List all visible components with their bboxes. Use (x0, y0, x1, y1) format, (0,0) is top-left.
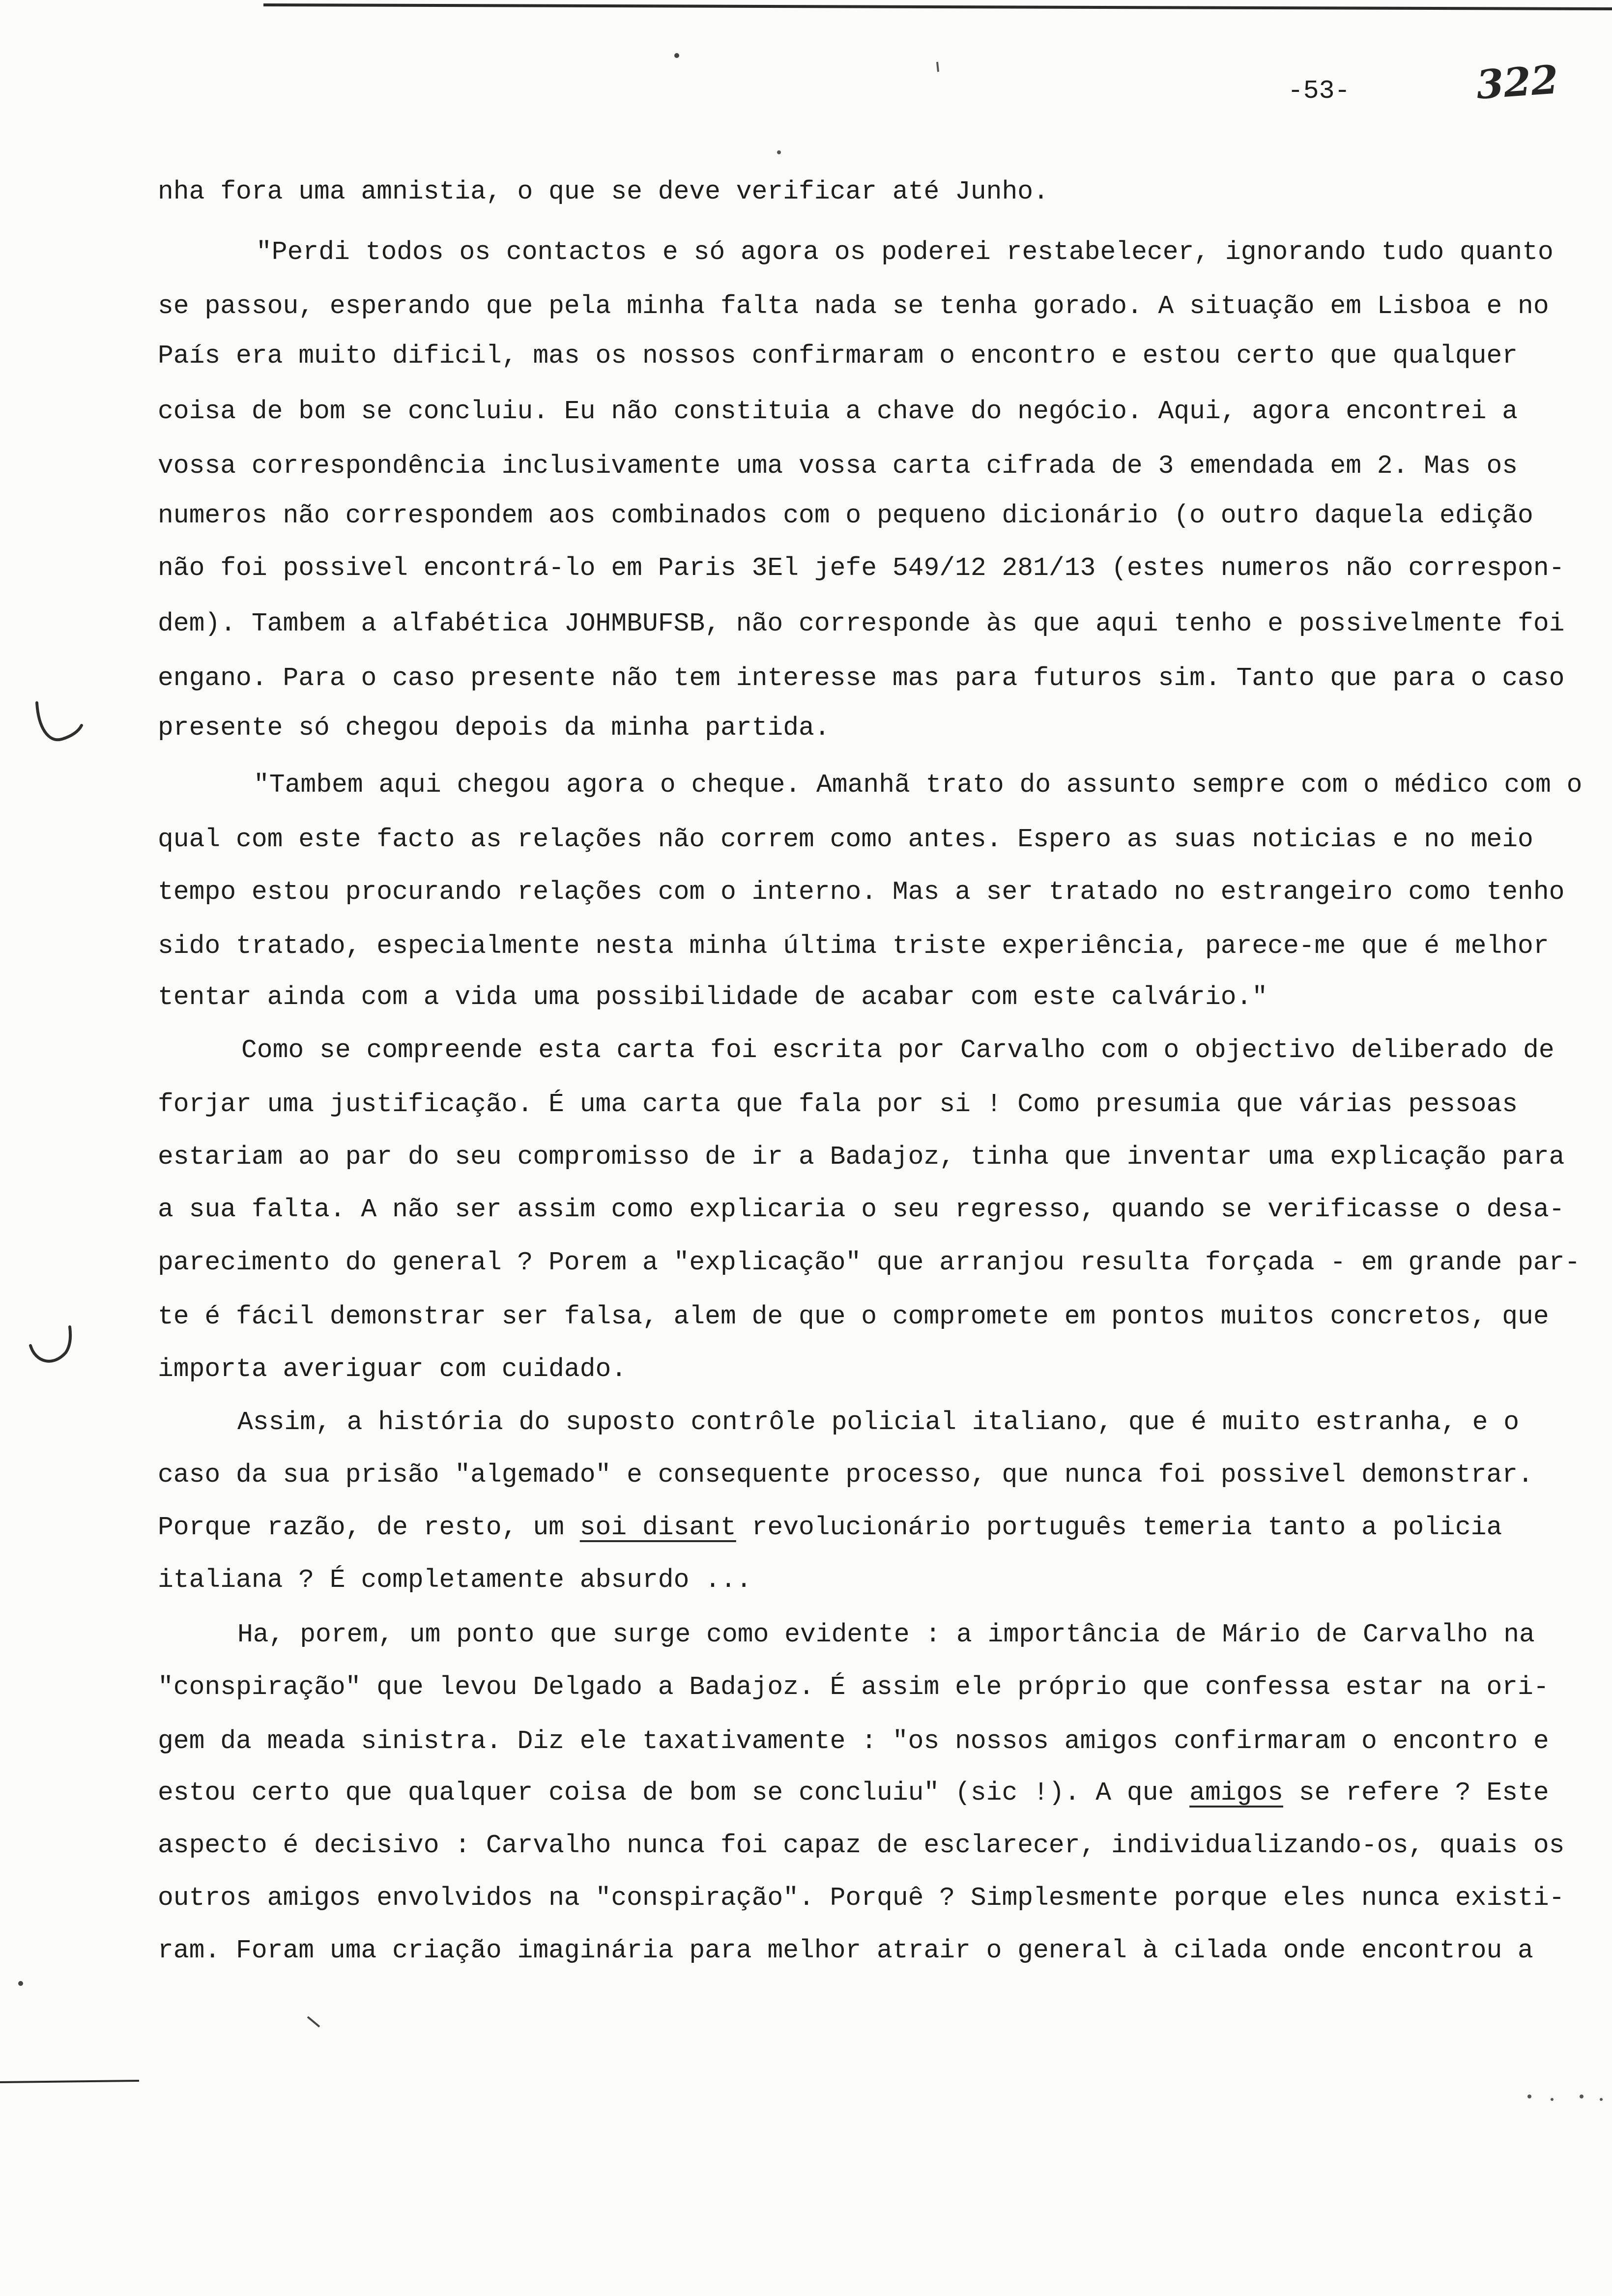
text-line: italiana ? É completamente absurdo ... (158, 1565, 752, 1595)
underlined-phrase: amigos (1189, 1778, 1283, 1808)
text-segment: Porque razão, de resto, um (158, 1513, 580, 1542)
text-line: vossa correspondência inclusivamente uma vossa carta cifrada de 3 emendada em 2. Mas os (158, 451, 1518, 481)
text-segment: revolucionário português temeria tanto a policia (736, 1513, 1502, 1542)
speck (1580, 2095, 1583, 2098)
text-line: "conspiração" que levou Delgado a Badajoz. É assim ele próprio que confessa estar na ori- (158, 1672, 1549, 1702)
text-line: aspecto é decisivo : Carvalho nunca foi capaz de esclarecer, individualizando-os, quais os (158, 1831, 1565, 1860)
text-line: dem). Tambem a alfabética JOHMBUFSB, não corresponde às que aqui tenho e possivelmente foi (158, 609, 1565, 638)
handwritten-folio-number: 322 (1474, 56, 1560, 108)
text-line: se passou, esperando que pela minha falta nada se tenha gorado. A situação em Lisboa e no (158, 291, 1549, 321)
text-line: País era muito dificil, mas os nossos confirmaram o encontro e estou certo que qualquer (158, 341, 1518, 371)
text-line: Ha, porem, um ponto que surge como evidente : a importância de Mário de Carvalho na (237, 1620, 1535, 1649)
text-line: importa averiguar com cuidado. (158, 1354, 627, 1384)
speck (777, 150, 781, 154)
text-line: forjar uma justificação. É uma carta que fala por si ! Como presumia que várias pessoas (158, 1090, 1518, 1119)
text-line: sido tratado, especialmente nesta minha última triste experiência, parece-me que é melhor (158, 931, 1549, 961)
text-line: numeros não correspondem aos combinados com o pequeno dicionário (o outro daquela edição (158, 501, 1533, 530)
text-line: coisa de bom se concluiu. Eu não constituia a chave do negócio. Aqui, agora encontrei a (158, 397, 1518, 426)
text-line: tentar ainda com a vida uma possibilidade de acabar com este calvário." (158, 982, 1268, 1012)
text-line: "Tambem aqui chegou agora o cheque. Amanhã trato do assunto sempre com o médico com o (254, 770, 1583, 800)
text-line: Como se compreende esta carta foi escrita por Carvalho com o objectivo deliberado de (241, 1035, 1554, 1065)
text-line: parecimento do general ? Porem a "explicação" que arranjou resulta forçada - em grande par- (158, 1248, 1581, 1277)
text-line (158, 1513, 1502, 1542)
pen-tick (937, 62, 938, 72)
text-segment: estou certo que qualquer coisa de bom se concluiu" (sic !). A que (158, 1778, 1190, 1808)
text-line: Assim, a história do suposto contrôle policial italiano, que é muito estranha, e o (237, 1407, 1520, 1437)
text-line: nha fora uma amnistia, o que se deve verificar até Junho. (158, 177, 1049, 206)
speck (1600, 2098, 1603, 2101)
text-line: ram. Foram uma criação imaginária para melhor atrair o general à cilada onde encontrou a (158, 1936, 1533, 1965)
text-line: presente só chegou depois da minha partida. (158, 713, 830, 743)
text-line: gem da meada sinistra. Diz ele taxativamente : "os nossos amigos confirmaram o encontro e (158, 1726, 1549, 1756)
text-segment: se refere ? Este (1283, 1778, 1549, 1808)
page-number: -53- (1288, 76, 1351, 106)
speck (18, 1981, 23, 1986)
margin-pen-mark (37, 703, 82, 740)
text-line (158, 1778, 1549, 1808)
pen-tick (308, 2017, 319, 2027)
text-line: caso da sua prisão "algemado" e consequente processo, que nunca foi possivel demonstrar. (158, 1460, 1533, 1490)
speck (674, 53, 679, 58)
speck (1551, 2098, 1554, 2101)
underlined-phrase: soi disant (579, 1513, 736, 1542)
text-line: tempo estou procurando relações com o interno. Mas a ser tratado no estrangeiro como tenho (158, 877, 1565, 907)
text-line: não foi possivel encontrá-lo em Paris 3El jefe 549/12 281/13 (estes numeros não correspon- (158, 553, 1565, 583)
text-line: a sua falta. A não ser assim como explicaria o seu regresso, quando se verificasse o desa- (158, 1195, 1565, 1224)
bottom-left-line (0, 2081, 139, 2082)
top-edge-line (263, 5, 1612, 9)
margin-pen-mark (30, 1327, 70, 1361)
text-line: outros amigos envolvidos na "conspiração". Porquê ? Simplesmente porque eles nunca existi- (158, 1883, 1565, 1913)
text-line: te é fácil demonstrar ser falsa, alem de que o compromete em pontos muitos concretos, que (158, 1302, 1549, 1331)
text-line: estariam ao par do seu compromisso de ir a Badajoz, tinha que inventar uma explicação para (158, 1142, 1565, 1172)
speck (1527, 2095, 1531, 2098)
text-line: "Perdi todos os contactos e só agora os poderei restabelecer, ignorando tudo quanto (256, 237, 1554, 267)
text-line: qual com este facto as relações não correm como antes. Espero as suas noticias e no meio (158, 825, 1533, 854)
text-line: engano. Para o caso presente não tem interesse mas para futuros sim. Tanto que para o caso (158, 663, 1565, 693)
